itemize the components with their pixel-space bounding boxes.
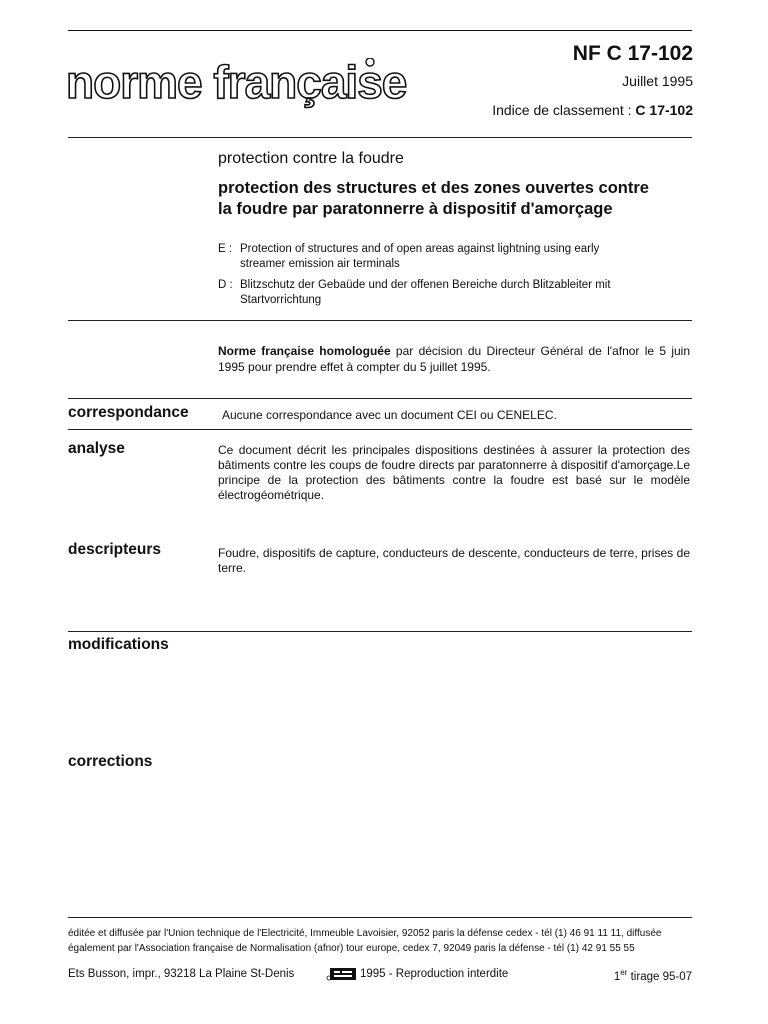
print-run-text: tirage 95-07 — [627, 970, 692, 983]
standard-number: NF C 17-102 — [572, 42, 693, 65]
top-rule — [68, 30, 692, 31]
publisher-line-2: également par l'Association française de Normalisation (afnor) tour europe, cedex 7, 92049 paris la défense - tél (1) 42 91 55 55 — [68, 943, 635, 954]
homologation-notice — [218, 343, 690, 375]
print-run-number: 1 — [613, 970, 621, 983]
print-run — [614, 968, 692, 983]
copyright-notice — [326, 966, 508, 982]
german-title-line-1: Blitzschutz der Gebaüde und der offenen Bereiche durch Blitzableiter mit — [240, 279, 611, 291]
english-title-line-2: streamer emission air terminals — [240, 258, 400, 270]
correspondance-text: Aucune correspondance avec un document CEI ou CENELEC. — [222, 408, 557, 422]
descripteurs-rule — [68, 631, 692, 632]
footer-rule — [68, 917, 692, 918]
analyse-heading: analyse — [68, 440, 125, 457]
analyse-text: Ce document décrit les principales dispositions destinées à assurer la protection des bâtiments contre les coups de foudre directs par paratonnerre à dispositif d'amorçage.Le principe de la protection des bâtiments contre la foudre est basé sur le modèle électrogéométrique. — [218, 443, 690, 502]
classification-value: C 17-102 — [635, 102, 693, 118]
publisher-info — [68, 926, 692, 956]
title-rule — [68, 320, 692, 321]
homologation-rule — [68, 398, 692, 399]
correspondance-heading: correspondance — [68, 404, 189, 421]
homologation-bold: Norme française homologuée — [218, 344, 391, 358]
print-run-suffix: er — [620, 968, 628, 977]
modifications-heading: modifications — [68, 636, 169, 653]
english-title — [218, 242, 688, 272]
header-rule — [68, 137, 692, 138]
subject-title: protection contre la foudre — [218, 150, 404, 167]
brand-logo-svg — [66, 58, 426, 124]
corrections-heading: corrections — [68, 753, 153, 770]
german-title-line-2: Startvorrichtung — [240, 294, 322, 306]
printer-info: Ets Busson, impr., 93218 La Plaine St-Denis — [68, 968, 295, 980]
correspondance-rule — [68, 429, 692, 430]
english-title-line-1: Protection of structures and of open areas against lightning using early — [240, 243, 600, 255]
main-title-line-2: la foudre par paratonnerre à dispositif d'amorçage — [218, 200, 613, 218]
english-prefix: E : — [218, 243, 233, 255]
classification-label: Indice de classement : — [492, 102, 632, 118]
classification-index — [492, 102, 693, 118]
main-title — [218, 178, 688, 220]
svg-text:norme française: norme française — [66, 58, 407, 108]
main-title-line-1: protection des structures et des zones ouvertes contre — [218, 179, 649, 197]
norme-francaise-logo — [66, 58, 426, 124]
publication-date: Juillet 1995 — [622, 73, 693, 89]
ute-copyright-mark-icon — [326, 966, 358, 982]
publisher-line-1: éditée et diffusée par l'Union technique de l'Electricité, Immeuble Lavoisier, 92052 paris la défense cedex - tél (1) 46 91 11 11, diffusée — [68, 928, 662, 939]
german-prefix: D : — [218, 279, 233, 291]
copyright-text: 1995 - Reproduction interdite — [360, 968, 509, 980]
descripteurs-heading: descripteurs — [68, 541, 162, 558]
homologation-text: par décision du Directeur Général de l'afnor le 5 juin 1995 pour prendre effet à compter du 5 juillet 1995. — [218, 344, 691, 374]
german-title — [218, 278, 688, 308]
descripteurs-text: Foudre, dispositifs de capture, conducteurs de descente, conducteurs de terre, prises de terre. — [218, 546, 690, 575]
